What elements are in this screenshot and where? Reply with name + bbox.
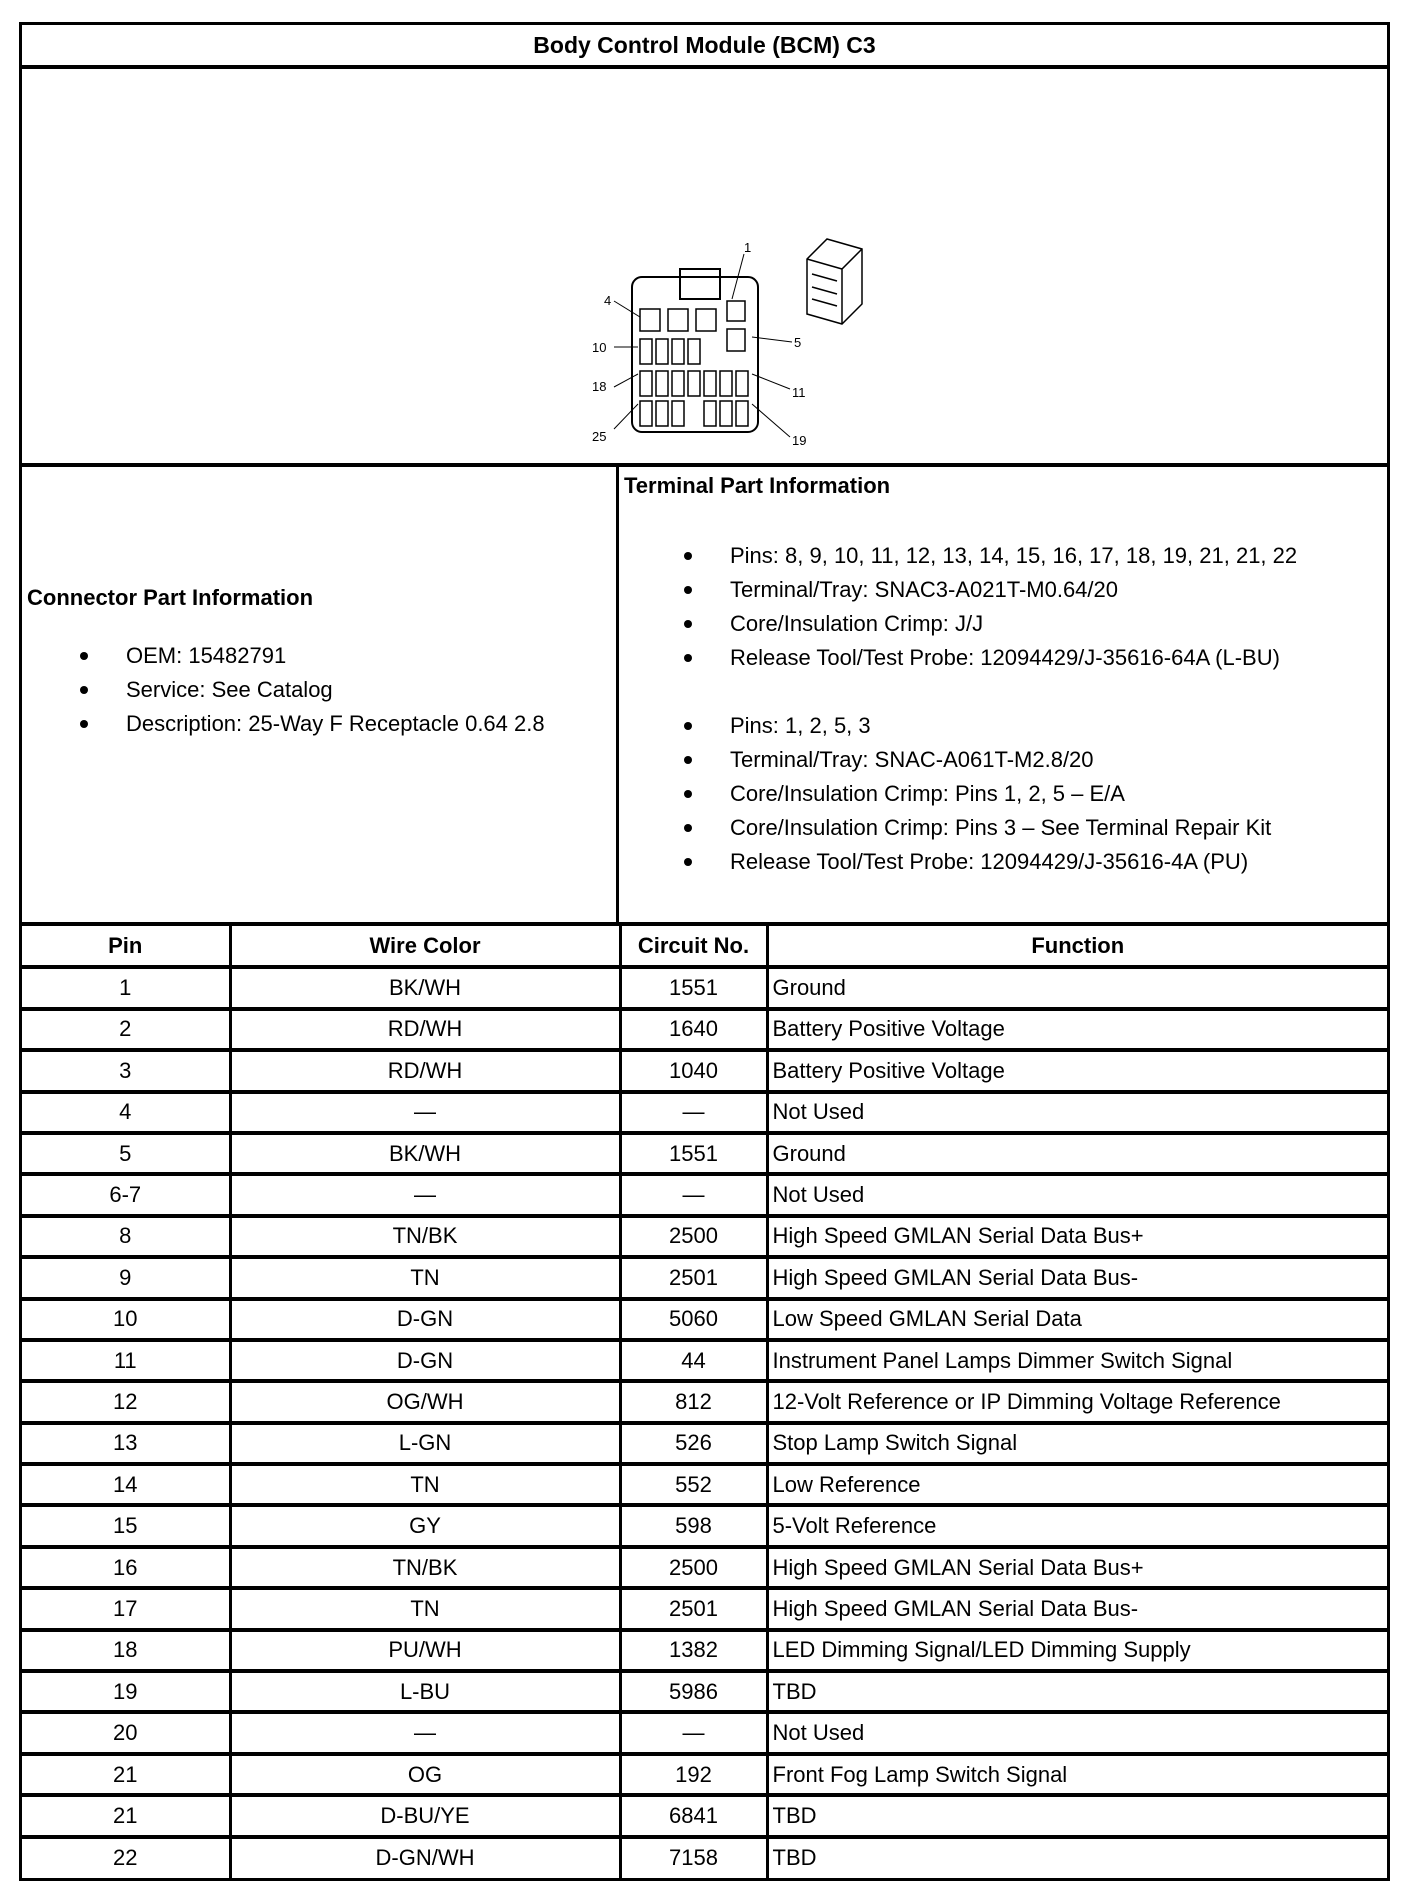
connector-face-illustration xyxy=(562,219,902,449)
cell-function: Low Reference xyxy=(767,1464,1387,1505)
cell-pin: 9 xyxy=(22,1257,230,1298)
cell-wire-color: RD/WH xyxy=(230,1009,620,1050)
cell-function: TBD xyxy=(767,1671,1387,1712)
cell-wire-color: GY xyxy=(230,1505,620,1546)
cell-wire-color: RD/WH xyxy=(230,1050,620,1091)
pinout-table xyxy=(22,926,1387,1878)
cell-wire-color: TN xyxy=(230,1588,620,1629)
cell-pin: 17 xyxy=(22,1588,230,1629)
terminal-cavity xyxy=(672,371,684,396)
cell-function: High Speed GMLAN Serial Data Bus+ xyxy=(767,1216,1387,1257)
terminal-item: Release Tool/Test Probe: 12094429/J-35616-64A (L-BU) xyxy=(684,641,1387,675)
cell-pin: 19 xyxy=(22,1671,230,1712)
cell-wire-color: D-GN xyxy=(230,1340,620,1381)
cell-function: Ground xyxy=(767,967,1387,1008)
cell-circuit: 1040 xyxy=(620,1050,767,1091)
connector-sheet xyxy=(19,22,1390,1881)
table-row xyxy=(22,1299,1387,1340)
terminal-cavity xyxy=(720,401,732,426)
connector-item: Description: 25-Way F Receptacle 0.64 2.8 xyxy=(80,707,616,741)
terminal-cavity xyxy=(640,339,652,364)
cell-wire-color: D-GN/WH xyxy=(230,1837,620,1878)
cell-pin: 21 xyxy=(22,1795,230,1836)
cell-wire-color: BK/WH xyxy=(230,1133,620,1174)
cell-pin: 14 xyxy=(22,1464,230,1505)
table-row xyxy=(22,1547,1387,1588)
cell-wire-color: TN/BK xyxy=(230,1547,620,1588)
connector-item: OEM: 15482791 xyxy=(80,639,616,673)
table-row xyxy=(22,1174,1387,1215)
cell-circuit: 1551 xyxy=(620,967,767,1008)
terminal-cavity xyxy=(656,401,668,426)
terminal-cavity xyxy=(656,339,668,364)
cell-wire-color: BK/WH xyxy=(230,967,620,1008)
cell-function: Low Speed GMLAN Serial Data xyxy=(767,1299,1387,1340)
terminal-cavity xyxy=(640,401,652,426)
terminal-item: Pins: 1, 2, 5, 3 xyxy=(684,709,1387,743)
terminal-item: Core/Insulation Crimp: Pins 1, 2, 5 – E/A xyxy=(684,777,1387,811)
cell-circuit: 598 xyxy=(620,1505,767,1546)
terminal-cavity xyxy=(688,371,700,396)
cell-circuit: 1382 xyxy=(620,1630,767,1671)
terminal-item: Release Tool/Test Probe: 12094429/J-35616-4A (PU) xyxy=(684,845,1387,879)
terminal-cavity xyxy=(704,371,716,396)
connector-iso-icon xyxy=(807,239,862,324)
cell-wire-color: TN xyxy=(230,1464,620,1505)
table-row xyxy=(22,1092,1387,1133)
part-information xyxy=(22,467,1387,926)
cell-function: High Speed GMLAN Serial Data Bus- xyxy=(767,1588,1387,1629)
header-circuit: Circuit No. xyxy=(620,926,767,967)
cell-circuit: 5060 xyxy=(620,1299,767,1340)
cell-pin: 8 xyxy=(22,1216,230,1257)
table-row xyxy=(22,1588,1387,1629)
table-row xyxy=(22,1754,1387,1795)
table-row xyxy=(22,1464,1387,1505)
terminal-cavity xyxy=(672,401,684,426)
pin-label-10: 10 xyxy=(592,340,607,355)
terminal-cavity xyxy=(727,329,745,351)
cell-wire-color: — xyxy=(230,1174,620,1215)
cell-wire-color: — xyxy=(230,1092,620,1133)
cell-wire-color: OG/WH xyxy=(230,1381,620,1422)
header-pin: Pin xyxy=(22,926,230,967)
cell-wire-color: L-BU xyxy=(230,1671,620,1712)
cell-circuit: 2501 xyxy=(620,1588,767,1629)
connector-part-info xyxy=(22,467,619,922)
cell-circuit: — xyxy=(620,1174,767,1215)
cell-wire-color: PU/WH xyxy=(230,1630,620,1671)
table-row xyxy=(22,1505,1387,1546)
cell-wire-color: TN/BK xyxy=(230,1216,620,1257)
cell-wire-color: — xyxy=(230,1712,620,1753)
cell-circuit: 2501 xyxy=(620,1257,767,1298)
cell-pin: 20 xyxy=(22,1712,230,1753)
pin-label-1: 1 xyxy=(744,240,752,255)
cell-pin: 12 xyxy=(22,1381,230,1422)
terminal-heading: Terminal Part Information xyxy=(624,473,891,498)
pin-label-5: 5 xyxy=(794,335,802,350)
cell-function: Not Used xyxy=(767,1712,1387,1753)
cell-pin: 10 xyxy=(22,1299,230,1340)
cell-pin: 15 xyxy=(22,1505,230,1546)
cell-function: Instrument Panel Lamps Dimmer Switch Signal xyxy=(767,1340,1387,1381)
pin-label-18: 18 xyxy=(592,379,607,394)
table-row xyxy=(22,1340,1387,1381)
table-row xyxy=(22,1671,1387,1712)
cell-function: Not Used xyxy=(767,1092,1387,1133)
cell-circuit: — xyxy=(620,1092,767,1133)
cell-function: High Speed GMLAN Serial Data Bus- xyxy=(767,1257,1387,1298)
cell-pin: 1 xyxy=(22,967,230,1008)
cell-circuit: 5986 xyxy=(620,1671,767,1712)
terminal-cavity xyxy=(672,339,684,364)
cell-circuit: 44 xyxy=(620,1340,767,1381)
cell-circuit: 7158 xyxy=(620,1837,767,1878)
cell-circuit: 552 xyxy=(620,1464,767,1505)
cell-circuit: 192 xyxy=(620,1754,767,1795)
cell-pin: 2 xyxy=(22,1009,230,1050)
cell-pin: 22 xyxy=(22,1837,230,1878)
table-row xyxy=(22,1050,1387,1091)
terminal-cavity xyxy=(640,309,660,331)
connector-item: Service: See Catalog xyxy=(80,673,616,707)
cell-circuit: 2500 xyxy=(620,1216,767,1257)
cell-circuit: 6841 xyxy=(620,1795,767,1836)
cell-function: High Speed GMLAN Serial Data Bus+ xyxy=(767,1547,1387,1588)
table-row xyxy=(22,1795,1387,1836)
cell-function: Front Fog Lamp Switch Signal xyxy=(767,1754,1387,1795)
terminal-cavity xyxy=(736,401,748,426)
cell-function: 12-Volt Reference or IP Dimming Voltage Reference xyxy=(767,1381,1387,1422)
table-row xyxy=(22,1381,1387,1422)
cell-wire-color: L-GN xyxy=(230,1423,620,1464)
cell-pin: 5 xyxy=(22,1133,230,1174)
cell-wire-color: D-BU/YE xyxy=(230,1795,620,1836)
cell-pin: 18 xyxy=(22,1630,230,1671)
terminal-cavity xyxy=(736,371,748,396)
table-row xyxy=(22,1423,1387,1464)
cell-circuit: 526 xyxy=(620,1423,767,1464)
terminal-cavity xyxy=(688,339,700,364)
header-function: Function xyxy=(767,926,1387,967)
cell-pin: 4 xyxy=(22,1092,230,1133)
table-row xyxy=(22,1009,1387,1050)
page-title: Body Control Module (BCM) C3 xyxy=(22,25,1387,69)
pin-label-4: 4 xyxy=(604,293,612,308)
terminal-item: Terminal/Tray: SNAC-A061T-M2.8/20 xyxy=(684,743,1387,777)
cell-circuit: 1640 xyxy=(620,1009,767,1050)
table-row xyxy=(22,1133,1387,1174)
pin-label-25: 25 xyxy=(592,429,607,444)
cell-pin: 11 xyxy=(22,1340,230,1381)
terminal-cavity xyxy=(668,309,688,331)
table-row xyxy=(22,1712,1387,1753)
cell-wire-color: TN xyxy=(230,1257,620,1298)
cell-function: LED Dimming Signal/LED Dimming Supply xyxy=(767,1630,1387,1671)
terminal-cavity xyxy=(640,371,652,396)
terminal-cavity xyxy=(720,371,732,396)
cell-pin: 16 xyxy=(22,1547,230,1588)
cell-circuit: 1551 xyxy=(620,1133,767,1174)
cell-function: Ground xyxy=(767,1133,1387,1174)
terminal-part-info xyxy=(619,467,1387,922)
cell-wire-color: OG xyxy=(230,1754,620,1795)
terminal-item: Core/Insulation Crimp: Pins 3 – See Terminal Repair Kit xyxy=(684,811,1387,845)
terminal-cavity xyxy=(727,301,745,321)
terminal-item: Terminal/Tray: SNAC3-A021T-M0.64/20 xyxy=(684,573,1387,607)
cell-function: Battery Positive Voltage xyxy=(767,1009,1387,1050)
terminal-item: Pins: 8, 9, 10, 11, 12, 13, 14, 15, 16, 17, 18, 19, 21, 21, 22 xyxy=(684,539,1387,573)
table-row xyxy=(22,1630,1387,1671)
terminal-cavity xyxy=(656,371,668,396)
terminal-cavity xyxy=(704,401,716,426)
cell-circuit: 2500 xyxy=(620,1547,767,1588)
cell-wire-color: D-GN xyxy=(230,1299,620,1340)
pin-label-11: 11 xyxy=(792,385,806,400)
pin-label-19: 19 xyxy=(792,433,807,448)
header-wire-color: Wire Color xyxy=(230,926,620,967)
cell-circuit: — xyxy=(620,1712,767,1753)
table-row xyxy=(22,1216,1387,1257)
cell-function: Stop Lamp Switch Signal xyxy=(767,1423,1387,1464)
cell-pin: 21 xyxy=(22,1754,230,1795)
table-row xyxy=(22,1257,1387,1298)
cell-circuit: 812 xyxy=(620,1381,767,1422)
terminal-item: Core/Insulation Crimp: J/J xyxy=(684,607,1387,641)
cell-pin: 13 xyxy=(22,1423,230,1464)
cell-function: 5-Volt Reference xyxy=(767,1505,1387,1546)
cell-pin: 3 xyxy=(22,1050,230,1091)
table-row xyxy=(22,1837,1387,1878)
cell-function: Battery Positive Voltage xyxy=(767,1050,1387,1091)
terminal-cavity xyxy=(696,309,716,331)
cell-function: Not Used xyxy=(767,1174,1387,1215)
connector-diagram xyxy=(22,69,1387,467)
cell-function: TBD xyxy=(767,1795,1387,1836)
table-row xyxy=(22,967,1387,1008)
cell-function: TBD xyxy=(767,1837,1387,1878)
cell-pin: 6-7 xyxy=(22,1174,230,1215)
connector-heading: Connector Part Information xyxy=(27,585,314,610)
